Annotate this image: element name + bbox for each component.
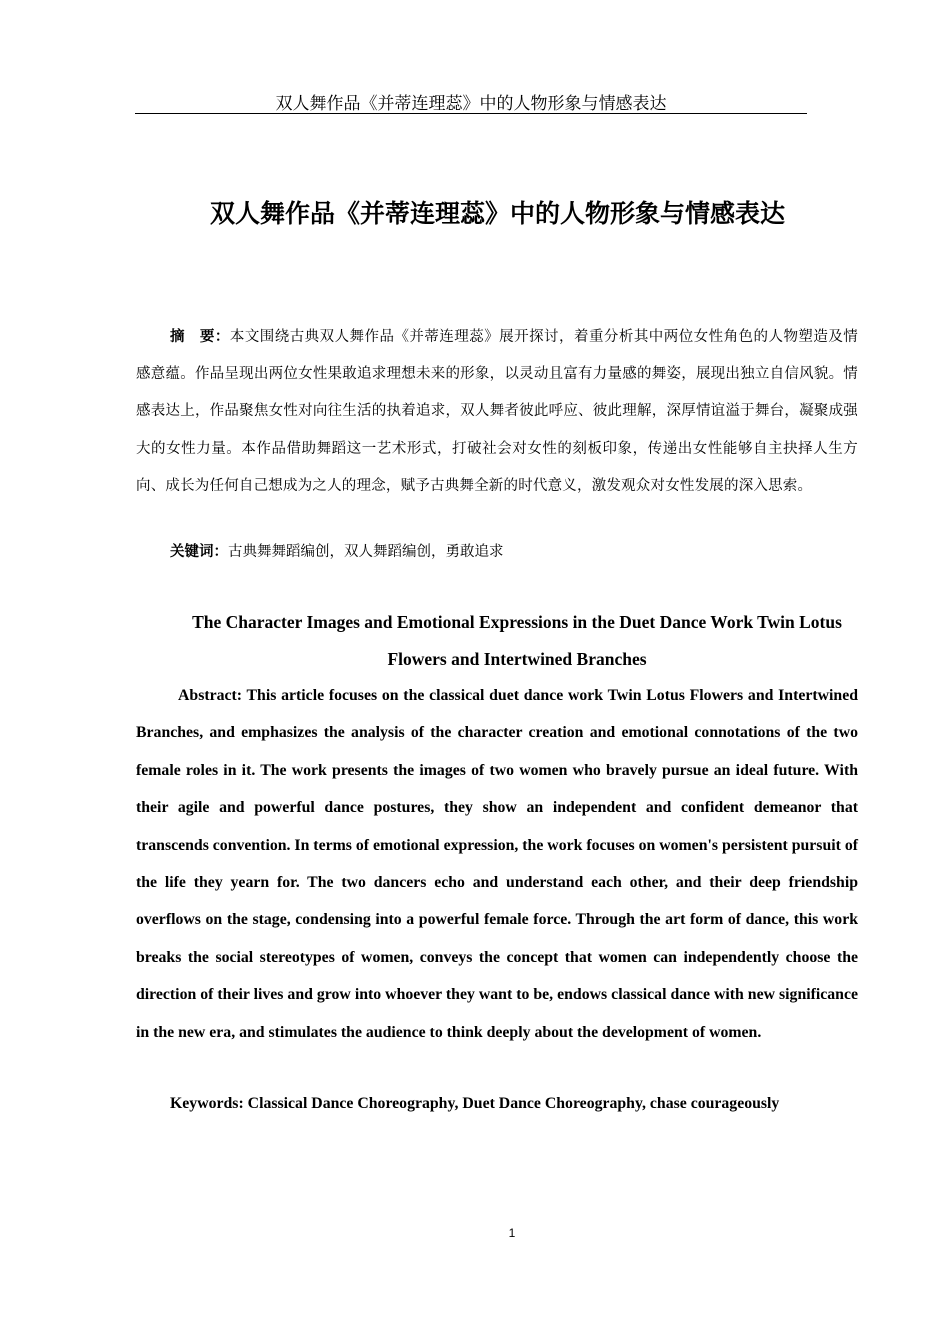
running-header: 双人舞作品《并蒂连理蕊》中的人物形象与情感表达 (275, 94, 667, 114)
chinese-abstract-label: 摘 要： (170, 328, 230, 345)
chinese-abstract-text: 本文围绕古典双人舞作品《并蒂连理蕊》展开探讨，着重分析其中两位女性角色的人物塑造及情感意蕴。作品呈现出两位女性果敢追求理想未来的形象，以灵动且富有力量感的舞姿，展现出独立自信风貌。情感表达上，作品聚焦女性对向往生活的执着追求，双人舞者彼此呼应、彼此理解，深厚情谊溢于舞台，凝聚成强大的女性力量。本作品借助舞蹈这一艺术形式，打破社会对女性的刻板印象，传递出女性能够自主抉择人生方向、成长为任何自己想成为之人的理念，赋予古典舞全新的时代意义，激发观众对女性发展的深入思索。 (136, 329, 858, 494)
english-keywords: Keywords: Classical Dance Choreography, Duet Dance Choreography, chase courageously (170, 1095, 780, 1112)
chinese-keywords-text: 古典舞舞蹈编创，双人舞蹈编创，勇敢追求 (228, 544, 504, 560)
chinese-keywords-label: 关键词： (170, 543, 228, 560)
chinese-abstract (136, 318, 858, 505)
chinese-keywords (170, 537, 870, 567)
header-rule (135, 113, 807, 114)
page-number: 1 (508, 1226, 516, 1240)
english-title: The Character Images and Emotional Expressions in the Duet Dance Work Twin Lotus Flowers and Intertwined Branches (192, 612, 842, 669)
document-title: 双人舞作品《并蒂连理蕊》中的人物形象与情感表达 (209, 199, 785, 228)
english-abstract: Abstract: This article focuses on the classical duet dance work Twin Lotus Flowers and Intertwined Branches, and emphasizes the analysis of the character creation and emotional connotations of the two female roles in it. The work presents the images of two women who bravely pursue an ideal future. With their agile and powerful dance postures, they show an independent and confident demeanor that transcends convention. In terms of emotional expression, the work focuses on women's persistent pursuit of the life they yearn for. The two dancers echo and understand each other, and their deep friendship overflows on the stage, condensing into a powerful female force. Through the art form of dance, this work breaks the social stereotypes of women, conveys the concept that women can independently choose the direction of their lives and grow into whoever they want to be, endows classical dance with new significance in the new era, and stimulates the audience to think deeply about the development of women. (136, 687, 858, 1041)
